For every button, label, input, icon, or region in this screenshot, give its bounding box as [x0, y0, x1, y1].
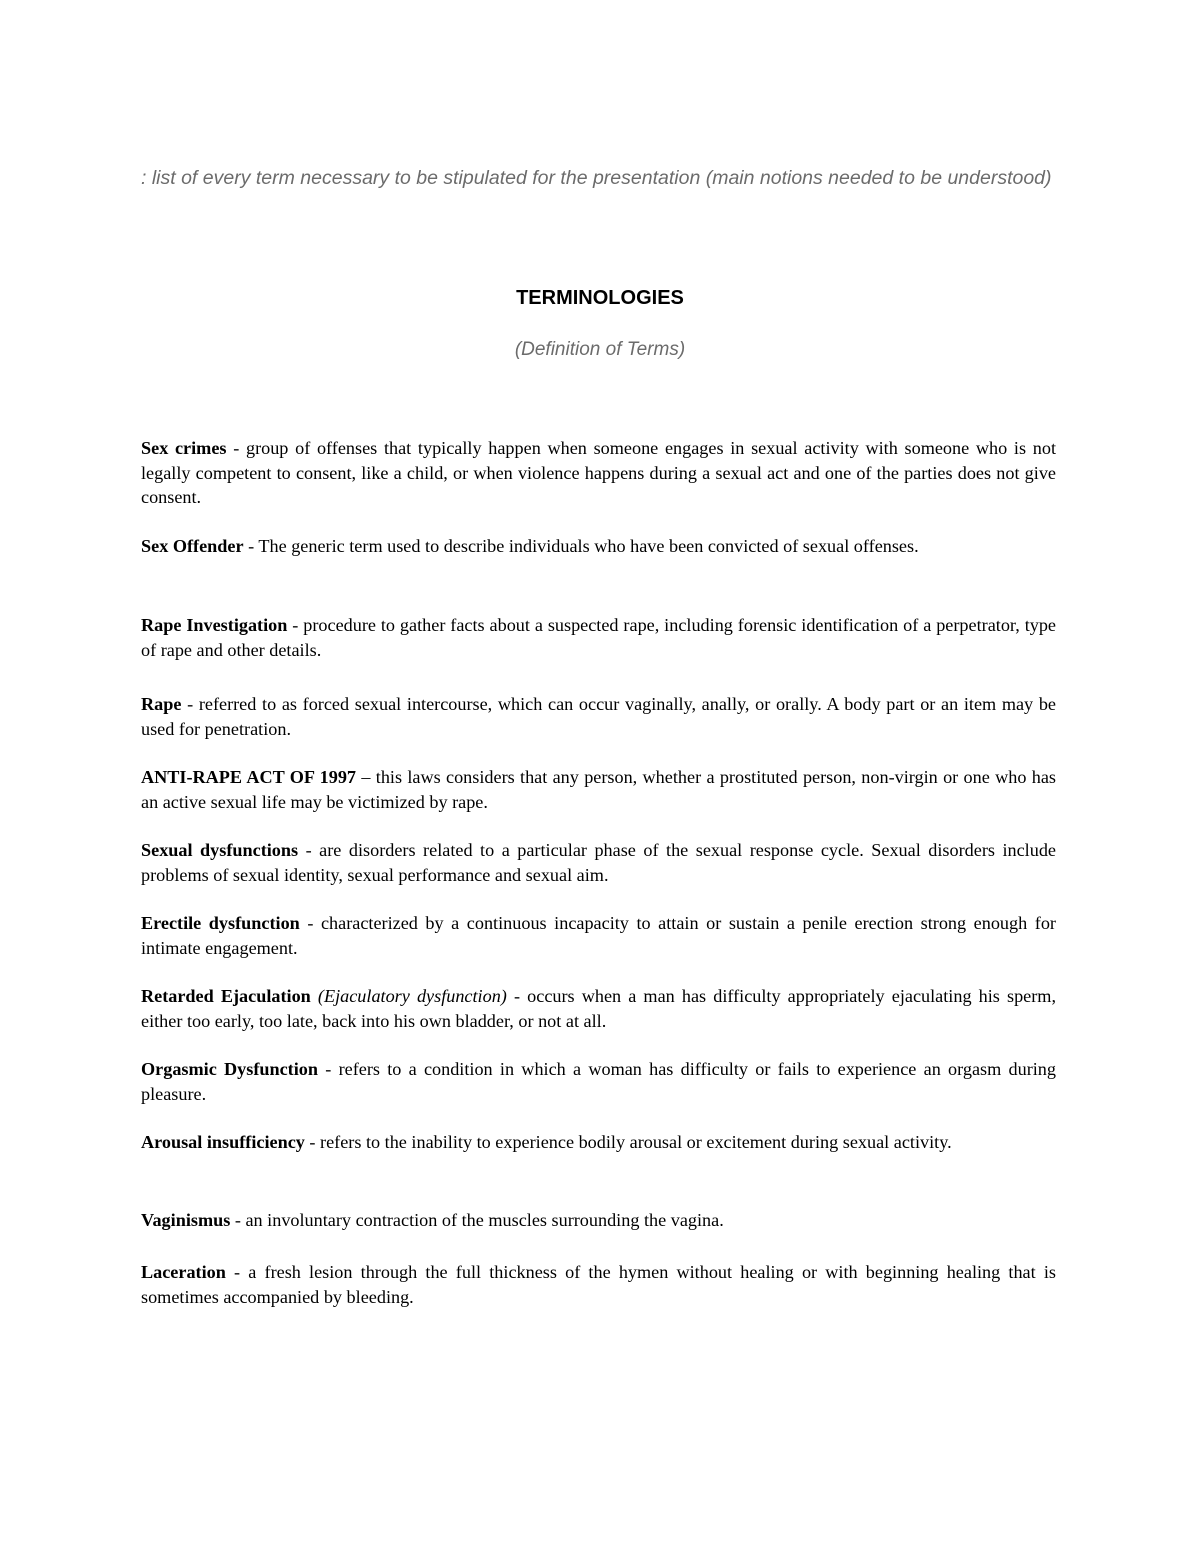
term-definition: refers to a condition in which a woman has difficulty or fails to experience an orgasm during pleasure.: [141, 1059, 1056, 1104]
term-name: ANTI-RAPE ACT OF 1997: [141, 767, 357, 787]
term-definition: an involuntary contraction of the muscles surrounding the vagina.: [245, 1210, 724, 1230]
term-separator: -: [225, 1262, 249, 1282]
term-alt-name: (Ejaculatory dysfunction): [317, 986, 507, 1006]
term-entry: [141, 1130, 1056, 1155]
term-separator: -: [506, 986, 528, 1006]
term-separator: -: [304, 1132, 321, 1152]
term-entry: [141, 911, 1056, 960]
term-separator: -: [287, 615, 304, 635]
term-entry: [141, 1057, 1056, 1106]
term-separator: -: [298, 840, 320, 860]
term-name: Erectile dysfunction: [141, 913, 300, 933]
term-definition: referred to as forced sexual intercourse, which can occur vaginally, anally, or orally. A body part or an item may be used for penetration.: [141, 694, 1056, 739]
term-name: Retarded Ejaculation: [141, 986, 311, 1006]
term-name: Sexual dysfunctions: [141, 840, 299, 860]
term-entry: [141, 984, 1056, 1033]
page-subtitle: (Definition of Terms): [514, 339, 686, 360]
term-definition: a fresh lesion through the full thickness of the hymen without healing or with beginning healing that is sometimes accompanied by bleeding.: [141, 1262, 1056, 1307]
term-name: Sex Offender: [141, 536, 244, 556]
term-entry: [141, 613, 1056, 662]
term-separator: -: [243, 536, 259, 556]
term-entry: [141, 692, 1056, 741]
term-definition: refers to the inability to experience bodily arousal or excitement during sexual activity.: [320, 1132, 952, 1152]
term-entry: [141, 1260, 1056, 1309]
term-definition: are disorders related to a particular phase of the sexual response cycle. Sexual disorders include problems of sexual identity, sexual performance and sexual aim.: [141, 840, 1056, 885]
term-definition: occurs when a man has difficulty appropriately ejaculating his sperm, either too early, too late, back into his own bladder, or not at all.: [141, 986, 1056, 1031]
term-name: Vaginismus: [141, 1210, 231, 1230]
term-separator: -: [181, 694, 199, 714]
presentation-note: : list of every term necessary to be stipulated for the presentation (main notions needed to be understood): [141, 167, 1052, 189]
page-title: TERMINOLOGIES: [516, 287, 684, 309]
term-entry: [141, 436, 1056, 510]
term-name: Rape Investigation: [141, 615, 288, 635]
term-definition: characterized by a continuous incapacity to attain or sustain a penile erection strong enough for intimate engagement.: [141, 913, 1056, 958]
term-entry: [141, 534, 1056, 559]
term-separator: -: [226, 438, 246, 458]
term-entry: [141, 838, 1056, 887]
term-definition: The generic term used to describe individuals who have been convicted of sexual offenses.: [258, 536, 919, 556]
term-separator: -: [230, 1210, 246, 1230]
term-name: Orgasmic Dysfunction: [141, 1059, 318, 1079]
term-separator: -: [318, 1059, 339, 1079]
term-definition: group of offenses that typically happen when someone engages in sexual activity with someone who is not legally competent to consent, like a child, or when violence happens during a sexual act and one of the parties does not give consent.: [141, 438, 1056, 507]
term-separator: -: [299, 913, 321, 933]
term-name: Sex crimes: [141, 438, 227, 458]
term-name: Laceration: [141, 1262, 226, 1282]
term-entry: [141, 1208, 1056, 1233]
term-definition: procedure to gather facts about a suspected rape, including forensic identification of a perpetrator, type of rape and other details.: [141, 615, 1057, 660]
term-definition: this laws considers that any person, whether a prostituted person, non-virgin or one who has an active sexual life may be victimized by rape.: [141, 767, 1056, 812]
term-separator: –: [356, 767, 376, 787]
term-entry: [141, 765, 1056, 814]
term-name: Arousal insufficiency: [141, 1132, 305, 1152]
term-name: Rape: [141, 694, 182, 714]
